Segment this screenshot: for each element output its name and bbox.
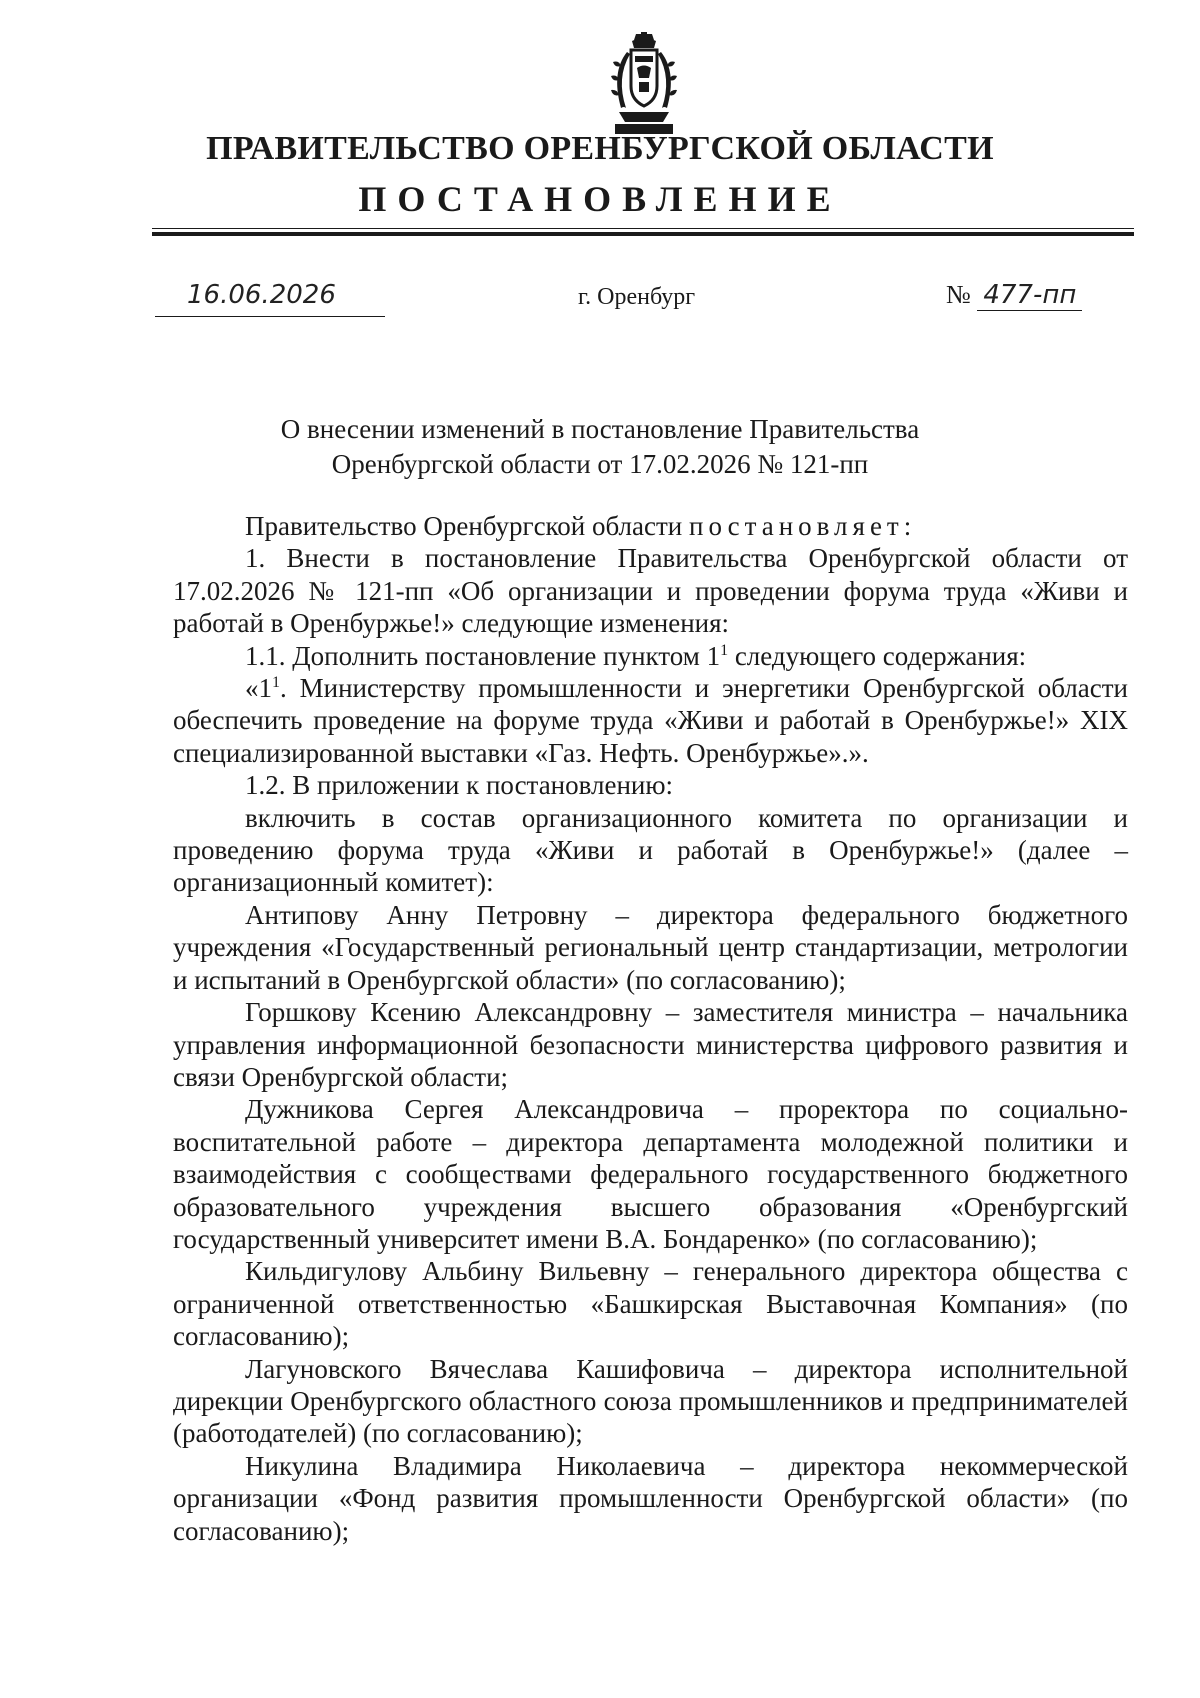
superscript: 1 bbox=[272, 674, 280, 692]
paragraph bbox=[173, 640, 1128, 672]
preamble-verb: постановляет: bbox=[689, 511, 917, 541]
paragraph-text: «1 bbox=[245, 673, 272, 704]
preamble bbox=[173, 510, 1128, 542]
paragraph: 1. Внести в постановление Правительства Оренбургской области от 17.02.2026 № 121-пп «Об организации и проведении форума труда «Живи и работай в Оренбуржье!» следующие изменения: bbox=[173, 543, 1128, 639]
superscript: 1 bbox=[720, 641, 729, 659]
document-date: 16.06.2026 bbox=[187, 280, 336, 310]
org-title: ПРАВИТЕЛЬСТВО ОРЕНБУРГСКОЙ ОБЛАСТИ bbox=[206, 130, 994, 167]
committee-member: Никулина Владимира Николаевича – директора некоммерческой организации «Фонд развития промышленности Оренбургской области» (по согласованию); bbox=[173, 1450, 1128, 1546]
subject-line: О внесении изменений в постановление Правительства bbox=[280, 414, 920, 444]
number-field bbox=[946, 280, 1082, 310]
document-body bbox=[173, 510, 1128, 1547]
paragraph: 1.2. В приложении к постановлению: bbox=[245, 770, 674, 801]
paragraph-text: 1.1. Дополнить постановление пунктом 1 bbox=[245, 640, 721, 671]
number-label: № bbox=[946, 280, 971, 309]
paragraph bbox=[173, 672, 1128, 769]
document-type: ПОСТАНОВЛЕНИЕ bbox=[358, 179, 842, 219]
preamble-text: Правительство Оренбургской области bbox=[245, 511, 689, 541]
coat-of-arms-icon bbox=[605, 32, 683, 136]
header-divider bbox=[152, 228, 1134, 229]
paragraph-text: . Министерству промышленности и энергетики Оренбургской области обеспечить проведение на форуме труда «Живи и работай в Оренбуржье!» XIX специализированной выставки «Газ. Нефть. Оренбуржье».». bbox=[173, 673, 1128, 768]
header-divider-thick bbox=[152, 232, 1134, 236]
committee-member: Лагуновского Вячеслава Кашифовича – директора исполнительной дирекции Оренбургского областного союза промышленников и предпринимателей (работодателей) (по согласованию); bbox=[173, 1353, 1128, 1449]
subject-line: Оренбургской области от 17.02.2026 № 121-пп bbox=[331, 449, 869, 479]
city: г. Оренбург bbox=[578, 284, 696, 310]
committee-member: Антипову Анну Петровну – директора федерального бюджетного учреждения «Государственный региональный центр стандартизации, метрологии и испытаний в Оренбургской области» (по согласованию); bbox=[173, 899, 1128, 995]
committee-member: Кильдигулову Альбину Вильевну – генерального директора общества с ограниченной ответственностью «Башкирская Выставочная Компания» (по согласованию); bbox=[173, 1256, 1128, 1352]
committee-member: Дужникова Сергея Александровича – проректора по социально-воспитательной работе – директора департамента молодежной политики и взаимодействия с сообществами федерального государственного бюджетного образовательного учреждения высшего образования «Оренбургский государственный университет имени В.А. Бондаренко» (по согласованию); bbox=[173, 1094, 1128, 1254]
date-field bbox=[155, 282, 385, 317]
paragraph: включить в состав организационного комитета по организации и проведению форума труда «Живи и работай в Оренбуржье!» (далее – организационный комитет): bbox=[173, 802, 1128, 898]
document-number: 477-пп bbox=[977, 280, 1082, 311]
paragraph-text: следующего содержания: bbox=[728, 640, 1027, 671]
committee-member: Горшкову Ксению Александровну – заместителя министра – начальника управления информационной безопасности министерства цифрового развития и связи Оренбургской области; bbox=[173, 997, 1128, 1092]
document-subject bbox=[0, 412, 1200, 482]
